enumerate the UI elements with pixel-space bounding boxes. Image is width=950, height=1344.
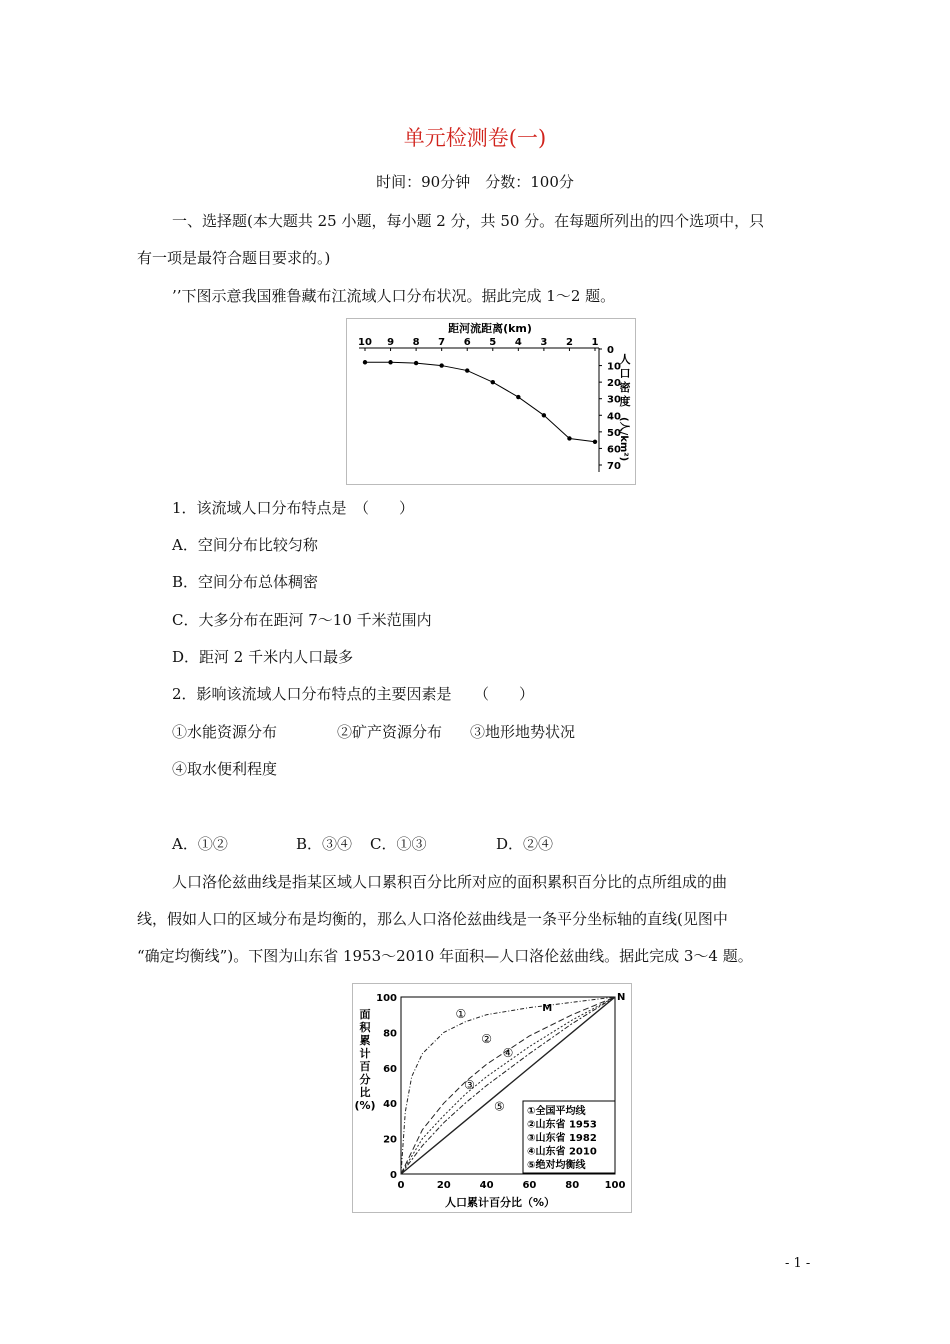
chart1-point (465, 368, 469, 372)
chart2-series-marker-4: ④ (502, 1046, 514, 1061)
chart1-y-tick-label: 60 (607, 444, 621, 456)
intro-figure1: ’’下图示意我国雅鲁藏布江流域人口分布状况。据此完成 1～2 题。 (172, 287, 616, 305)
figure-lorenz (352, 983, 632, 1213)
chart2-ylabel-char: 累 (359, 1034, 371, 1047)
chart1-ylabel-char: 密 (619, 381, 631, 394)
chart1-point (363, 360, 367, 364)
chart1-x-tick-label: 5 (489, 337, 497, 348)
chart1-x-tick-label: 10 (358, 337, 372, 348)
chart2-ylabel-char: 面 (359, 1008, 371, 1021)
chart2-x-tick-label: 100 (604, 1180, 626, 1191)
chart1-ylabel-unit: (人/km²) (618, 417, 629, 462)
chart2-x-tick-label: 20 (436, 1180, 451, 1191)
chart2-x-tick-label: 60 (522, 1180, 537, 1191)
section-heading-line2: 有一项是最符合题目要求的。) (137, 249, 331, 267)
chart2-legend-entry: ①全国平均线 (527, 1106, 586, 1117)
chart1-x-tick-label: 7 (438, 337, 446, 348)
chart1-point (567, 436, 571, 440)
chart2-x-tick-label: 40 (479, 1180, 494, 1191)
chart2-x-tick-label: 0 (397, 1180, 405, 1191)
chart1-x-tick-label: 3 (540, 337, 548, 348)
figure-river-distance (346, 318, 636, 485)
question-1-option-b[interactable]: B．空间分布总体稠密 (172, 573, 319, 591)
question-1-option-a[interactable]: A．空间分布比较匀称 (172, 536, 318, 554)
page-number: - 1 - (785, 1256, 811, 1271)
chart1-y-tick-label: 40 (607, 411, 621, 423)
intro-figure2-line1: 人口洛伦兹曲线是指某区域人口累积百分比所对应的面积累积百分比的点所组成的曲 (172, 873, 728, 891)
chart1-y-tick-label: 30 (607, 394, 621, 406)
question-2-stem: 2．影响该流域人口分布特点的主要因素是 （ ） (172, 685, 535, 703)
question-2-option-c[interactable]: C．①③ (370, 835, 427, 853)
intro-figure2-line3: “确定均衡线”)。下图为山东省 1953～2010 年面积—人口洛伦兹曲线。据此完成 3～4 题。 (137, 947, 753, 965)
exam-meta: 时间：90分钟 分数：100分 (376, 173, 574, 191)
chart2-series-marker-1: ① (455, 1007, 467, 1022)
chart2-ylabel-char: (%) (354, 1099, 376, 1112)
chart2-legend-entry: ④山东省 2010 (527, 1146, 597, 1158)
question-2-option-a[interactable]: A．①② (172, 835, 228, 853)
chart1-point (439, 363, 443, 367)
chart1-line (365, 362, 595, 442)
chart2-y-tick-label: 0 (390, 1170, 397, 1181)
chart1-x-tick-label: 2 (565, 337, 573, 348)
lorenz-chart (353, 984, 631, 1212)
question-2-option-b[interactable]: B．③④ (296, 835, 353, 853)
chart1-point (542, 413, 546, 417)
section-heading-line1: 一、选择题(本大题共 25 小题，每小题 2 分，共 50 分。在每题所列出的四个选项中，只 (172, 212, 765, 230)
chart2-point-n: N (617, 992, 626, 1003)
chart1-ylabel-char: 度 (619, 395, 631, 408)
page-title: 单元检测卷(一) (403, 126, 547, 150)
chart2-y-tick-label: 60 (383, 1063, 397, 1075)
chart1-title: 距河流距离(km) (448, 322, 532, 335)
question-2-option-d[interactable]: D．②④ (496, 835, 554, 853)
chart2-series-marker-2: ② (481, 1032, 492, 1047)
chart1-y-tick-label: 70 (607, 461, 621, 472)
question-1-option-d[interactable]: D．距河 2 千米内人口最多 (172, 648, 354, 666)
chart1-ylabel-char: 口 (619, 367, 631, 380)
river-distance-chart (347, 319, 635, 484)
question-1-stem: 1．该流域人口分布特点是 （ ） (172, 499, 415, 517)
chart2-y-tick-label: 80 (383, 1028, 397, 1040)
chart1-x-tick-label: 4 (514, 337, 522, 348)
chart2-x-label: 人口累计百分比（%） (444, 1196, 556, 1209)
chart2-series-marker-3: ③ (464, 1078, 475, 1093)
chart2-x-tick-label: 80 (565, 1180, 580, 1191)
chart1-point (516, 395, 520, 399)
chart1-point (388, 360, 392, 364)
chart1-y-tick-label: 10 (607, 361, 621, 373)
chart2-y-tick-label: 100 (376, 993, 397, 1004)
chart1-point (491, 380, 495, 384)
chart1-x-tick-label: 9 (387, 337, 395, 348)
chart1-x-tick-label: 8 (412, 337, 420, 348)
question-2-item-4: ④取水便利程度 (172, 760, 278, 778)
chart2-ylabel-char: 比 (359, 1086, 371, 1099)
chart2-point-m: M (542, 1003, 553, 1015)
chart2-legend-entry: ②山东省 1953 (527, 1119, 597, 1131)
chart2-ylabel-char: 计 (359, 1047, 371, 1060)
question-1-option-c[interactable]: C．大多分布在距河 7～10 千米范围内 (172, 611, 432, 629)
chart1-point (414, 361, 418, 365)
chart2-ylabel-char: 百 (359, 1060, 371, 1073)
intro-figure2-line2: 线，假如人口的区域分布是均衡的，那么人口洛伦兹曲线是一条平分坐标轴的直线(见图中 (137, 910, 728, 928)
chart2-ylabel-char: 分 (359, 1073, 371, 1086)
chart1-ylabel-char: 人 (619, 353, 631, 366)
question-2-item-1: ①水能资源分布 (172, 723, 278, 741)
chart2-y-tick-label: 20 (383, 1134, 397, 1146)
chart1-y-tick-label: 0 (607, 345, 614, 356)
chart1-point (593, 440, 597, 444)
question-2-item-2: ②矿产资源分布 (337, 723, 443, 741)
chart2-legend-entry: ⑤绝对均衡线 (527, 1160, 586, 1171)
question-2-item-3: ③地形地势状况 (470, 723, 576, 741)
chart2-ylabel-char: 积 (359, 1021, 371, 1034)
chart1-y-tick-label: 20 (607, 378, 621, 390)
chart1-x-tick-label: 6 (463, 337, 471, 348)
chart2-y-tick-label: 40 (383, 1099, 397, 1111)
chart1-x-tick-label: 1 (591, 337, 599, 348)
chart2-legend-entry: ③山东省 1982 (527, 1133, 597, 1144)
chart2-series-marker-5: ⑤ (494, 1099, 505, 1114)
chart1-y-tick-label: 50 (607, 427, 621, 439)
